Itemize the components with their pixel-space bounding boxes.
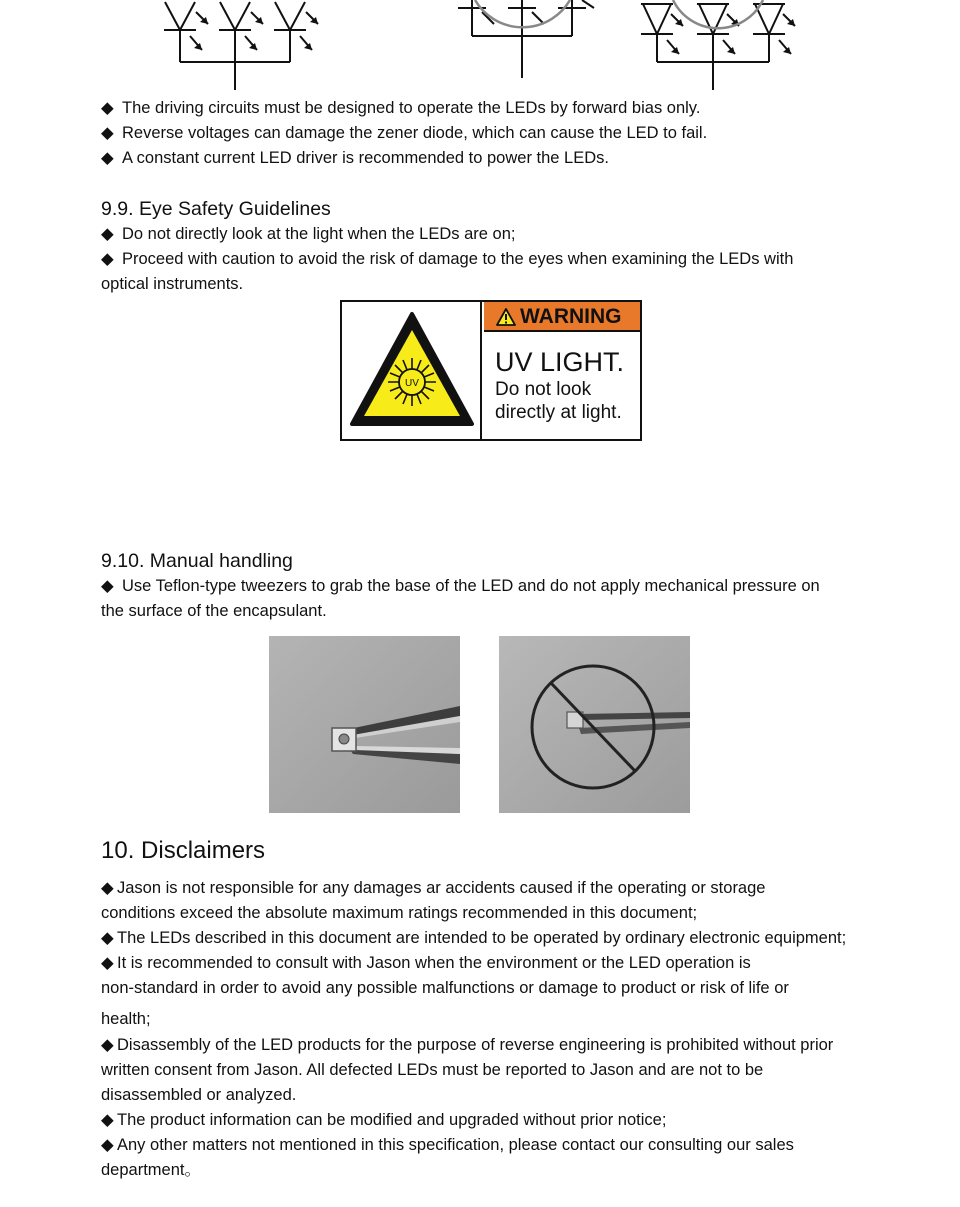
tweezers-wrong-photo [499,636,690,813]
bullet-glyph: ◆ [101,124,114,142]
warning-header-text: WARNING [520,305,622,328]
tweezers-correct-photo [269,636,460,813]
disclaimer-line: ◆ Disassembly of the LED products for the purpose of reverse engineering is prohibited without prior [101,1033,833,1058]
bullet-glyph: ◆ [101,954,114,972]
disclaimer-line: department。 [101,1161,201,1179]
uv-hazard-symbol-panel [342,302,482,439]
bullet-glyph: ◆ [101,577,114,595]
bullet-glyph: ◆ [101,929,114,947]
eye-safety-heading: 9.9. Eye Safety Guidelines [101,198,331,220]
bullet-glyph: ◆ [101,250,114,268]
uv-sign-line1: Do not look [495,379,592,400]
manual-handling-heading: 9.10. Manual handling [101,550,293,572]
bullet-glyph: ◆ [101,1036,114,1054]
warning-header-bar [484,302,640,332]
disclaimers-heading: 10. Disclaimers [101,837,266,864]
uv-symbol-text: UV [405,378,419,389]
warning-triangle-icon [496,308,516,326]
led-circuit-diagram-wrong-2 [635,0,810,95]
led-circuit-diagram-correct [150,0,340,95]
disclaimer-line: ◆ The LEDs described in this document are intended to be operated by ordinary electronic equipment; [101,926,846,951]
disclaimer-line: disassembled or analyzed. [101,1086,297,1104]
bullet-glyph: ◆ [101,99,114,117]
tweezers-correct-illustration [269,636,460,813]
disclaimer-line: written consent from Jason. All defected LEDs must be reported to Jason and are not to be [101,1061,764,1079]
disclaimer-line: conditions exceed the absolute maximum ratings recommended in this document; [101,904,698,922]
uv-light-title: UV LIGHT. [495,347,625,377]
eye-safety-bullet: ◆ Do not directly look at the light when the LEDs are on; [101,222,515,247]
led-circuit-diagram-wrong-1 [450,0,610,80]
bullet-glyph: ◆ [101,1136,114,1154]
disclaimer-line: ◆ Any other matters not mentioned in this specification, please contact our consulting our sales [101,1133,794,1158]
uv-hazard-icon [342,302,482,439]
disclaimer-line: health; [101,1010,151,1028]
disclaimer-line: ◆ It is recommended to consult with Jason when the environment or the LED operation is [101,951,751,976]
driving-note: ◆ Reverse voltages can damage the zener diode, which can cause the LED to fail. [101,121,707,146]
eye-safety-bullet: ◆ Proceed with caution to avoid the risk of damage to the eyes when examining the LEDs with [101,247,793,272]
disclaimer-line: ◆ The product information can be modified and upgraded without prior notice; [101,1108,666,1133]
bullet-glyph: ◆ [101,225,114,243]
uv-sign-line2: directly at light. [495,402,622,423]
bullet-glyph: ◆ [101,879,114,897]
bullet-glyph: ◆ [101,149,114,167]
manual-handling-bullet: ◆ Use Teflon-type tweezers to grab the base of the LED and do not apply mechanical pressure on [101,574,820,599]
driving-note: ◆ A constant current LED driver is recommended to power the LEDs. [101,146,609,171]
disclaimer-line: non-standard in order to avoid any possible malfunctions or damage to product or risk of life or [101,979,789,997]
bullet-glyph: ◆ [101,1111,114,1129]
eye-safety-bullet-continuation: optical instruments. [101,275,244,293]
uv-warning-sign [340,300,642,441]
manual-handling-bullet-continuation: the surface of the encapsulant. [101,602,327,620]
driving-note: ◆ The driving circuits must be designed to operate the LEDs by forward bias only. [101,96,700,121]
tweezers-wrong-illustration [499,636,690,813]
disclaimer-line: ◆ Jason is not responsible for any damages ar accidents caused if the operating or storage [101,876,765,901]
